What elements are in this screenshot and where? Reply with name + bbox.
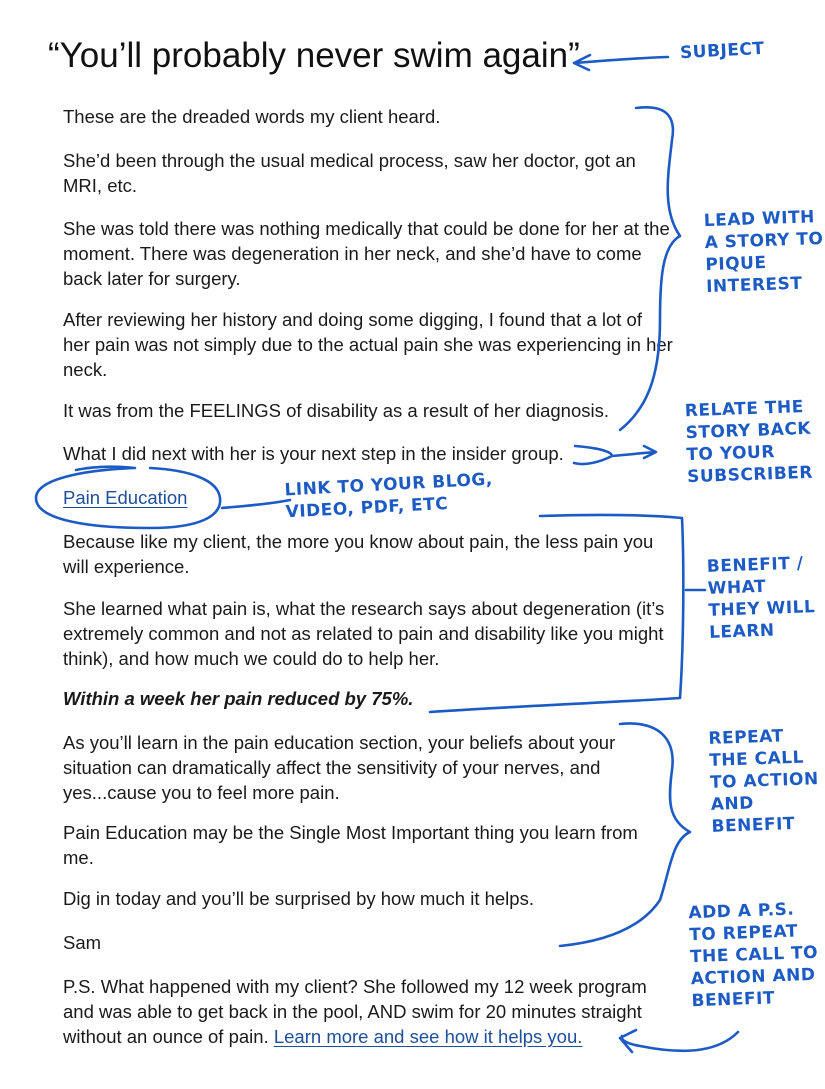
annotation-subject: SUBJECT: [679, 38, 765, 64]
body-paragraph-3: She was told there was nothing medically that could be done for her at the moment. There was degeneration in her neck, and she’d have to come back later for surgery.: [63, 218, 670, 289]
email-subject: “You’ll probably never swim again”: [48, 36, 580, 75]
annotation-repeat-cta: REPEAT THE CALL TO ACTION AND BENEFIT: [708, 726, 820, 837]
pain-education-link[interactable]: Pain Education: [63, 487, 188, 508]
body-paragraph-5: It was from the FEELINGS of disability as a result of her diagnosis.: [63, 400, 609, 421]
result-highlight: Within a week her pain reduced by 75%.: [63, 688, 414, 709]
body-paragraph-1: These are the dreaded words my client heard.: [63, 106, 441, 127]
annotation-benefit: BENEFIT / WHAT THEY WILL LEARN: [706, 553, 816, 643]
body-paragraph-10: Pain Education may be the Single Most Important thing you learn from me.: [63, 822, 638, 868]
subject-arrow: [574, 55, 668, 70]
body-paragraph-7: Because like my client, the more you know about pain, the less pain you will experience.: [63, 531, 654, 577]
body-paragraph-4: After reviewing her history and doing some digging, I found that a lot of her pain was not simply due to the actual pain she was experiencing in her neck.: [63, 309, 673, 380]
ps-paragraph: [63, 974, 673, 1049]
annotation-relate-story: RELATE THE STORY BACK TO YOUR SUBSCRIBER: [684, 397, 814, 488]
body-paragraph-2: She’d been through the usual medical process, saw her doctor, got an MRI, etc.: [63, 150, 636, 196]
annotation-ps: ADD A P.S. TO REPEAT THE CALL TO ACTION AND BENEFIT: [688, 899, 819, 1012]
annotation-link-note: LINK TO YOUR BLOG, VIDEO, PDF, ETC: [284, 469, 494, 523]
body-paragraph-9: As you’ll learn in the pain education section, your beliefs about your situation can dramatically affect the sensitivity of your nerves, and yes...cause you to feel more pain.: [63, 732, 616, 803]
annotation-lead-story: LEAD WITH A STORY TO PIQUE INTEREST: [703, 207, 824, 298]
signature: Sam: [63, 932, 102, 953]
ps-text: P.S. What happened with my client? She followed my 12 week program and was able to get back in the pool, AND swim for 20 minutes straight without an ounce of pain.: [63, 976, 647, 1047]
body-paragraph-11: Dig in today and you’ll be surprised by how much it helps.: [63, 888, 534, 909]
ps-learn-more-link[interactable]: Learn more and see how it helps you.: [273, 1026, 583, 1047]
body-paragraph-6: What I did next with her is your next step in the insider group.: [63, 443, 564, 464]
body-paragraph-8: She learned what pain is, what the research says about degeneration (it’s extremely common and not as related to pain and disability like you might think), and how much we could do to help her.: [63, 598, 665, 669]
